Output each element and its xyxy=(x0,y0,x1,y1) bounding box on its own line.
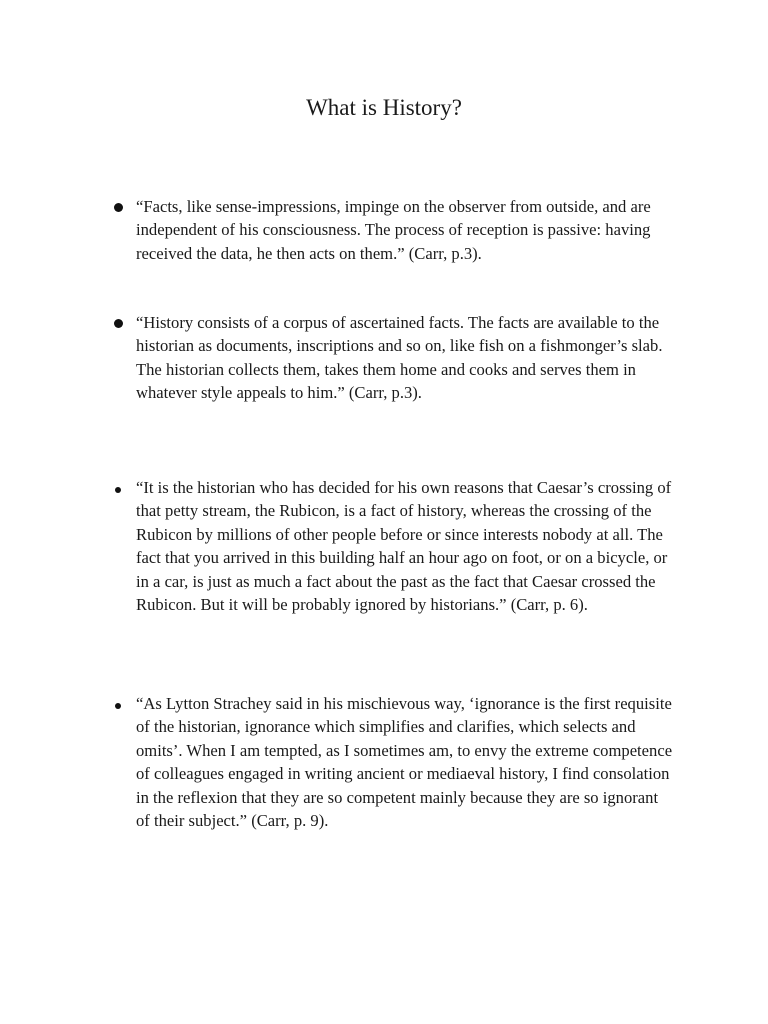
list-item xyxy=(114,311,674,405)
quote-text: “It is the historian who has decided for his own reasons that Caesar’s crossing of that petty stream, the Rubicon, is a fact of history, whereas the crossing of the Rubicon by millions of other people before or since interests nobody at all. The fact that you arrived in this building half an hour ago on foot, or on a bicycle, or in a car, is just as much a fact about the past as the fact that Caesar crossed the Rubicon. But it will be probably ignored by historians.” (Carr, p. 6). xyxy=(136,478,672,615)
bullet-icon xyxy=(115,487,121,493)
list-item xyxy=(114,692,674,832)
quote-text: “History consists of a corpus of ascertained facts. The facts are available to the historian as documents, inscriptions and so on, like fish on a fishmonger’s slab. The historian collects them, takes them home and cooks and serves them in whatever style appeals to him.” (Carr, p.3). xyxy=(136,313,663,403)
list-item xyxy=(114,476,674,616)
bullet-icon xyxy=(114,203,123,212)
quote-text: “As Lytton Strachey said in his mischievous way, ‘ignorance is the first requisite of the historian, ignorance which simplifies and clarifies, which selects and omits’. When I am tempted, as I sometimes am, to envy the extreme competence of colleagues engaged in writing ancient or mediaeval history, I find consolation in the reflexion that they are so competent mainly because they are so ignorant of their subject.” (Carr, p. 9). xyxy=(136,694,673,831)
page-title: What is History? xyxy=(306,95,462,120)
bullet-icon xyxy=(114,319,123,328)
quote-text: “Facts, like sense-impressions, impinge on the observer from outside, and are independent of his consciousness. The process of reception is passive: having received the data, he then acts on them.” (Carr, p.3). xyxy=(136,197,651,263)
list-item xyxy=(114,195,674,265)
bullet-icon xyxy=(115,703,121,709)
